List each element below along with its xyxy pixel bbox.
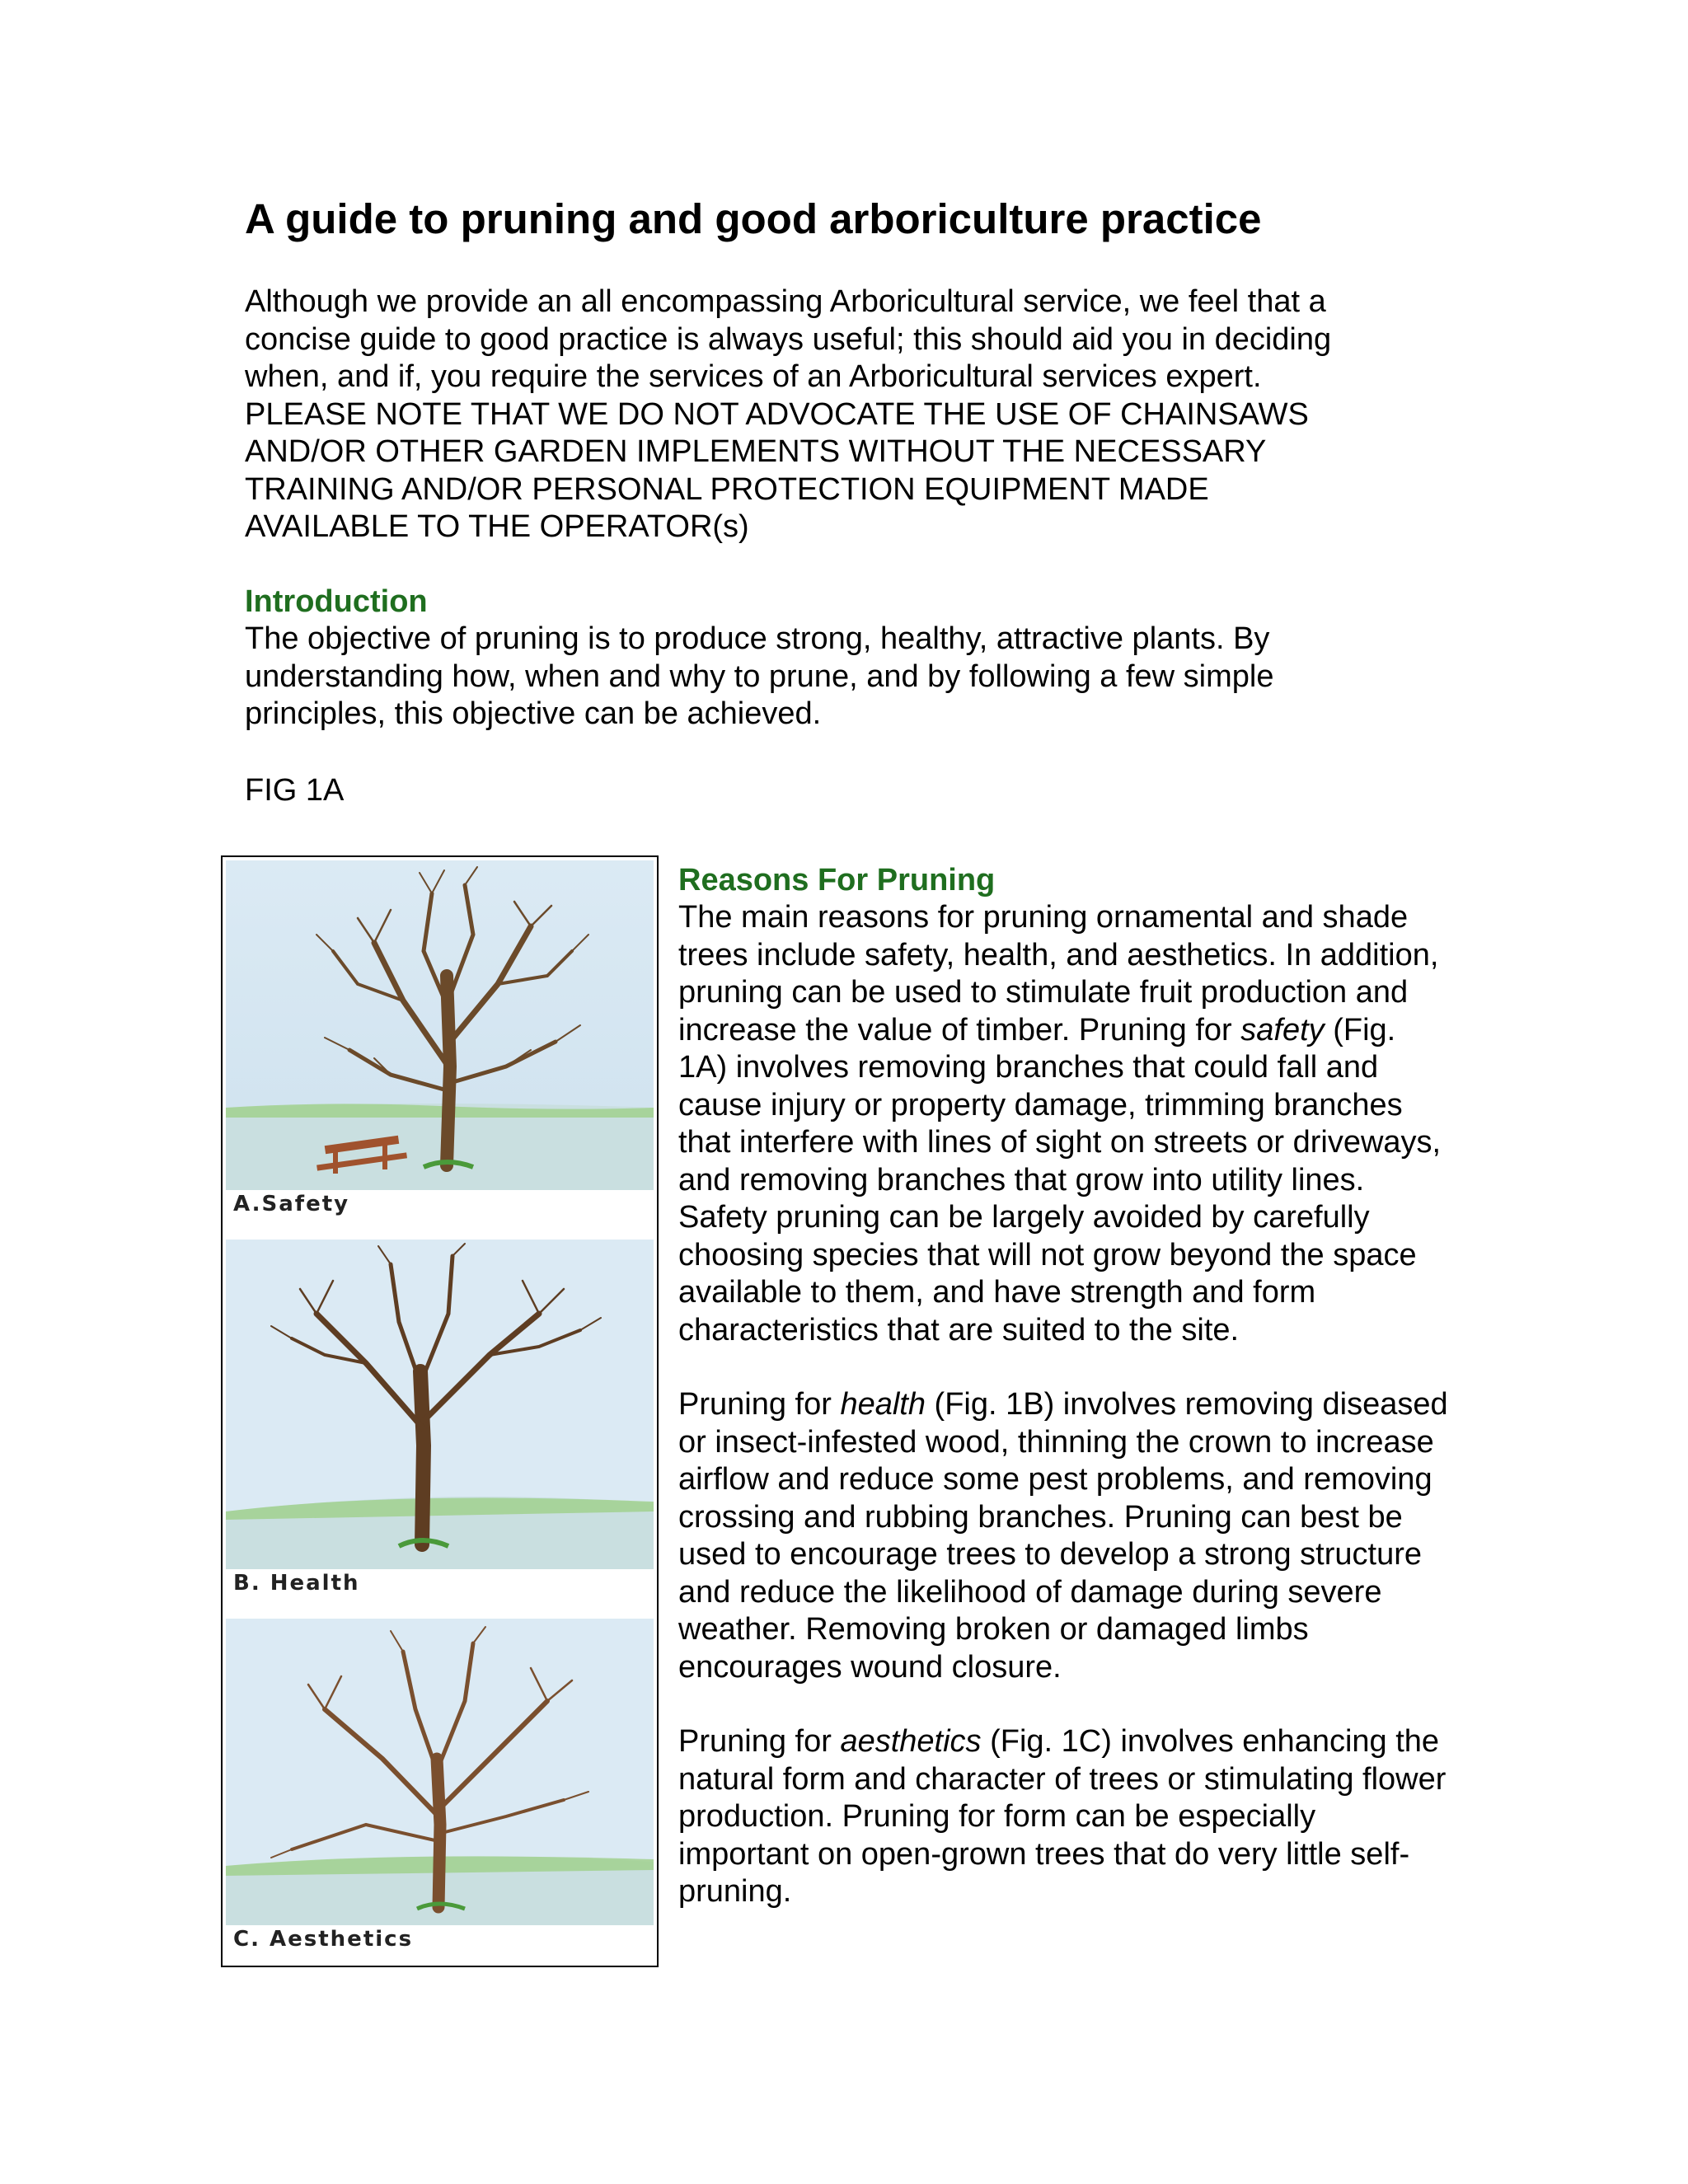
health-line: crossing and rubbing branches. Pruning can best be bbox=[678, 1499, 1403, 1535]
text-run: (Fig. 1B) involves removing diseased bbox=[926, 1387, 1448, 1422]
notice-line: PLEASE NOTE THAT WE DO NOT ADVOCATE THE USE OF CHAINSAWS bbox=[245, 396, 1309, 432]
text-run: Pruning for bbox=[678, 1387, 841, 1422]
intro-line: Although we provide an all encompassing Arboricultural service, we feel that a bbox=[245, 284, 1326, 319]
page-title: A guide to pruning and good arboriculture practice bbox=[245, 195, 1262, 242]
introduction-line: understanding how, when and why to prune, and by following a few simple bbox=[245, 658, 1274, 694]
health-line bbox=[678, 1386, 1503, 1424]
reasons-line: The main reasons for pruning ornamental and shade bbox=[678, 900, 1409, 935]
text-run: increase the value of timber. Pruning for bbox=[678, 1012, 1241, 1047]
intro-paragraph bbox=[245, 284, 1448, 546]
notice-line: AVAILABLE TO THE OPERATOR(s) bbox=[245, 509, 749, 544]
health-line: or insect-infested wood, thinning the crown to increase bbox=[678, 1424, 1434, 1460]
introduction-line: principles, this objective can be achieved. bbox=[245, 696, 822, 731]
reasons-line: cause injury or property damage, trimming branches bbox=[678, 1087, 1403, 1122]
reasons-line: that interfere with lines of sight on streets or driveways, bbox=[678, 1125, 1442, 1160]
paragraph-spacer bbox=[678, 1349, 1503, 1386]
caption-health: B. Health bbox=[233, 1571, 360, 1596]
emphasis-aesthetics: aesthetics bbox=[840, 1724, 982, 1759]
aesthetics-line: natural form and character of trees or stimulating flower bbox=[678, 1761, 1447, 1797]
notice-line: AND/OR OTHER GARDEN IMPLEMENTS WITHOUT THE NECESSARY bbox=[245, 434, 1267, 469]
health-line: weather. Removing broken or damaged limbs bbox=[678, 1612, 1309, 1647]
health-line: and reduce the likelihood of damage during severe bbox=[678, 1574, 1382, 1610]
introduction-heading: Introduction bbox=[245, 584, 428, 619]
caption-safety: A.Safety bbox=[233, 1192, 350, 1216]
reasons-line: pruning can be used to stimulate fruit production and bbox=[678, 975, 1409, 1010]
text-run: (Fig. 1C) involves enhancing the bbox=[981, 1724, 1440, 1759]
pruning-figure bbox=[221, 855, 659, 1967]
aesthetics-line bbox=[678, 1723, 1503, 1761]
introduction-line: The objective of pruning is to produce strong, healthy, attractive plants. By bbox=[245, 621, 1270, 656]
reasons-line: trees include safety, health, and aesthetics. In addition, bbox=[678, 937, 1439, 972]
introduction-section bbox=[245, 583, 1448, 733]
aesthetics-line: production. Pruning for form can be especially bbox=[678, 1799, 1316, 1834]
caption-aesthetics: C. Aesthetics bbox=[233, 1927, 414, 1952]
reasons-line: Safety pruning can be largely avoided by carefully bbox=[678, 1200, 1370, 1235]
aesthetics-line: pruning. bbox=[678, 1874, 792, 1909]
health-line: airflow and reduce some pest problems, and removing bbox=[678, 1462, 1432, 1497]
text-run: Pruning for bbox=[678, 1724, 841, 1759]
text-run: (Fig. bbox=[1324, 1012, 1396, 1047]
health-line: encourages wound closure. bbox=[678, 1649, 1062, 1685]
safety-tree-illustration bbox=[226, 860, 654, 1230]
health-tree-illustration bbox=[226, 1240, 654, 1609]
aesthetics-line: important on open-grown trees that do very little self- bbox=[678, 1836, 1410, 1872]
aesthetics-tree-illustration bbox=[226, 1619, 654, 1963]
reasons-heading: Reasons For Pruning bbox=[678, 863, 996, 898]
reasons-section bbox=[678, 862, 1503, 1911]
reasons-line bbox=[678, 1012, 1503, 1050]
reasons-line: 1A) involves removing branches that could fall and bbox=[678, 1050, 1379, 1085]
reasons-line: available to them, and have strength and form bbox=[678, 1275, 1316, 1310]
reasons-line: choosing species that will not grow beyond the space bbox=[678, 1237, 1417, 1272]
health-line: used to encourage trees to develop a strong structure bbox=[678, 1537, 1422, 1572]
intro-line: concise guide to good practice is always useful; this should aid you in deciding bbox=[245, 321, 1332, 357]
emphasis-health: health bbox=[840, 1387, 926, 1422]
reasons-line: characteristics that are suited to the site. bbox=[678, 1312, 1240, 1347]
notice-line: TRAINING AND/OR PERSONAL PROTECTION EQUIPMENT MADE bbox=[245, 471, 1209, 507]
figure-label: FIG 1A bbox=[245, 773, 345, 808]
panel-health bbox=[226, 1240, 654, 1609]
intro-line: when, and if, you require the services of an Arboricultural services expert. bbox=[245, 359, 1262, 394]
reasons-line: and removing branches that grow into utility lines. bbox=[678, 1162, 1365, 1197]
panel-aesthetics bbox=[226, 1619, 654, 1963]
panel-safety bbox=[226, 860, 654, 1230]
emphasis-safety: safety bbox=[1240, 1012, 1325, 1047]
paragraph-spacer bbox=[678, 1686, 1503, 1723]
